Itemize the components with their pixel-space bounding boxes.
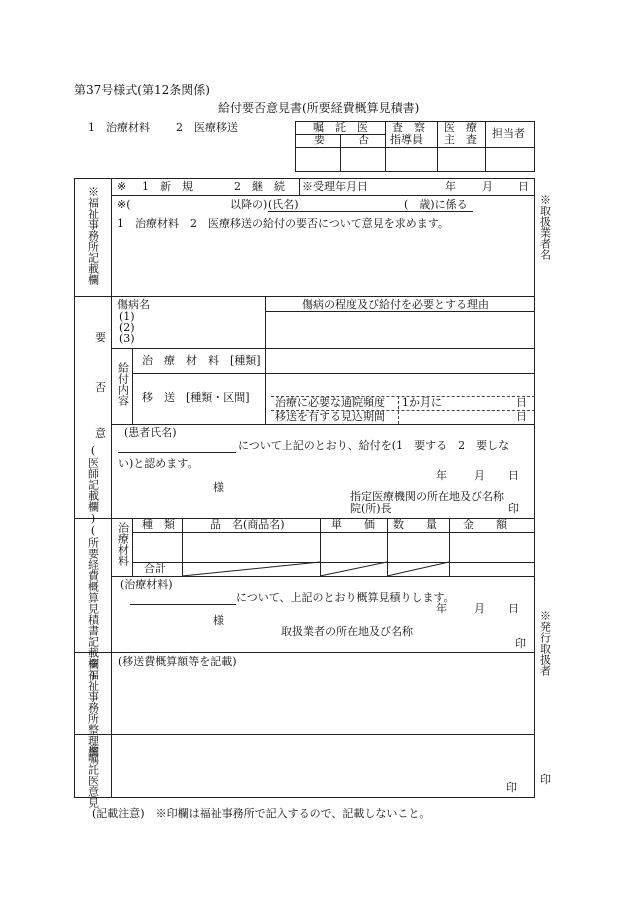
sec3-seal: 印: [515, 637, 526, 650]
approval-inspector-b: 指導員: [390, 133, 423, 146]
sec2-freq-label: 治療に必要な通院頻度: [275, 396, 385, 409]
sec3-col-product: 品 名(商品名): [210, 518, 285, 531]
side-issuer-label: ※発行取扱者: [538, 610, 552, 676]
sec1-new[interactable]: 1 新 規: [142, 180, 193, 193]
sec2-institution: 指定医療機関の所在地及び名称: [350, 490, 504, 503]
sec2-period-label: 移送を有する見込期間: [275, 410, 385, 423]
form-number: 第37号様式(第12条関係): [74, 83, 210, 97]
sec2-disease-2: (2): [119, 321, 135, 334]
sec2-content-label: 給付内容: [116, 362, 130, 406]
sec2-month: 月: [474, 469, 485, 482]
sec2-period-day: 日: [516, 410, 527, 423]
approval-doctor-header: 嘱 託 医: [313, 121, 368, 134]
sec1-month: 月: [482, 180, 493, 193]
sec2-statement-2: い)と認めます。: [118, 457, 199, 470]
sec2-director: 院(所)長: [350, 502, 392, 515]
sec1-received-date: ※受理年月日: [302, 180, 368, 193]
sec3-material-label: 治療材料: [116, 522, 130, 566]
sec4-label: ※福祉事務所整理欄: [86, 658, 100, 757]
sec2-label-mid: 否: [95, 381, 106, 394]
footer-note: (記載注意) ※印欄は福祉事務所で記入するので、記載しないこと。: [92, 807, 431, 820]
section1-label: ※福祉事務所記載欄: [86, 186, 100, 285]
approval-inspector-a: 査 察: [392, 121, 425, 134]
sec3-vendor: 取扱業者の所在地及び名称: [281, 625, 413, 638]
sec2-year: 年: [436, 469, 447, 482]
sec3-total: 合計: [144, 562, 166, 575]
sec2-disease-3: (3): [119, 332, 135, 345]
option-transport: 2 医療移送: [176, 121, 238, 134]
option-material: 1 治療材料: [88, 121, 150, 134]
sec2-disease-1: (1): [119, 310, 135, 323]
sec2-patient-label: (患者氏名): [124, 426, 177, 439]
approval-staff: 担当者: [492, 127, 525, 140]
sec3-day: 日: [508, 602, 519, 615]
sec4-note: (移送費概算額等を記載): [118, 655, 237, 668]
sec1-continue[interactable]: 2 継 続: [234, 180, 285, 193]
sec1-since: 以降の): [230, 198, 268, 211]
sec2-seal: 印: [508, 502, 519, 515]
sec2-label-top: 要: [95, 331, 106, 344]
sec2-statement-1: について上記のとおり、給付を(1 要する 2 要しな: [238, 439, 510, 452]
approval-medical-b: 主 査: [444, 133, 477, 146]
side-vendor-label: ※取扱業者名: [538, 194, 552, 260]
sec3-total-strike: [182, 562, 450, 577]
sec2-disease-label: 傷病名: [117, 298, 150, 311]
sec2-label-paren: (医師記載欄): [86, 444, 100, 525]
sec2-label-bot: 意: [95, 427, 106, 440]
sec2-material: 治 療 材 料 [種類]: [142, 354, 261, 367]
sec1-request: 1 治療材料 2 医療移送の給付の要否について意見を求めます。: [117, 217, 449, 230]
sec2-transport: 移 送 [種類・区間]: [142, 391, 250, 404]
sec5-seal: 印: [506, 781, 517, 794]
sec5-label: ※嘱託医意見: [86, 742, 100, 808]
sec3-material-note: (治療材料): [120, 578, 173, 591]
sec3-month: 月: [474, 602, 485, 615]
side-seal: 印: [540, 773, 551, 786]
sec2-day: 日: [508, 469, 519, 482]
sec3-label: (所要経費概算見積書記載欄): [86, 524, 100, 682]
sec1-year: 年: [445, 180, 456, 193]
approval-medical-a: 医 療: [444, 121, 477, 134]
sec2-sama: 様: [213, 481, 224, 494]
sec2-freq-value: 1か月に: [402, 396, 442, 409]
sec1-star: ※: [117, 180, 127, 193]
sec1-day: 日: [518, 180, 529, 193]
sec3-statement: について、上記のとおり概算見積りします。: [236, 591, 455, 604]
sec3-col-unit-price: 単 価: [331, 518, 375, 531]
sec3-col-quantity: 数 量: [393, 518, 437, 531]
sec3-col-amount: 金 額: [463, 518, 507, 531]
approval-no: 否: [358, 133, 369, 146]
sec2-freq-day: 日: [516, 396, 527, 409]
sec3-year: 年: [436, 602, 447, 615]
sec3-sama: 様: [213, 614, 224, 627]
sec1-star2: ※(: [117, 198, 131, 211]
sec3-col-type: 種 類: [142, 518, 175, 531]
form-title: 給付要否意見書(所要経費概算見積書): [218, 101, 420, 115]
sec1-name: (氏名): [268, 198, 299, 211]
approval-yes: 要: [314, 133, 325, 146]
main-form-frame: [74, 178, 535, 798]
sec1-age: ( 歳)に係る: [404, 198, 468, 211]
sec2-reason-label: 傷病の程度及び給付を必要とする理由: [302, 298, 489, 311]
